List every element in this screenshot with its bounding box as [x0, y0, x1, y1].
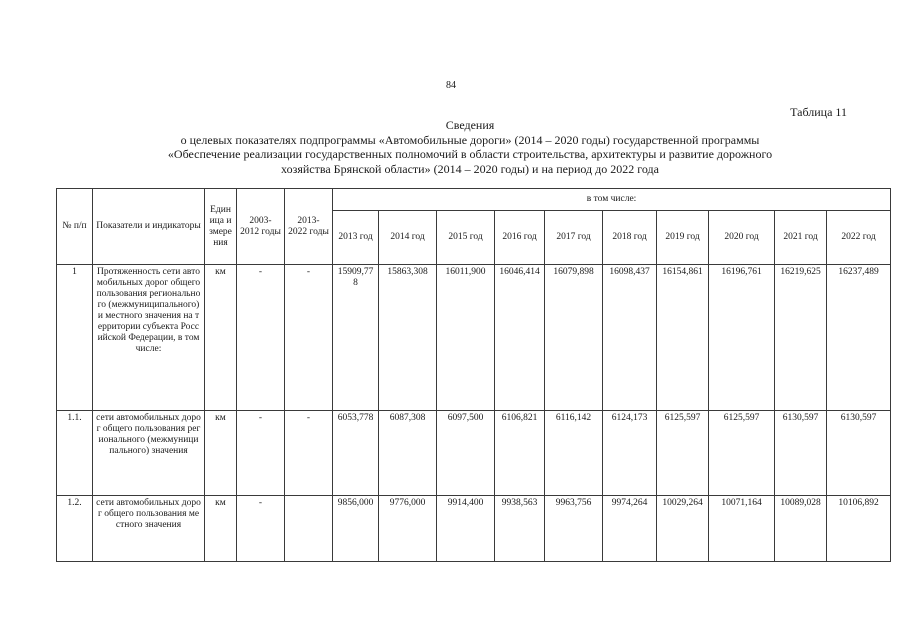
header-year-2019: 2019 год [657, 211, 709, 265]
row-2003-2012: - [237, 496, 285, 562]
caption-line-2: о целевых показателях подпрограммы «Автомобильные дороги» (2014 – 2020 годы) государственной программы [180, 132, 760, 147]
cell-2013: 9856,000 [333, 496, 379, 562]
cell-2015: 6097,500 [437, 411, 495, 496]
cell-2022: 10106,892 [827, 496, 891, 562]
page-number: 84 [446, 80, 456, 91]
header-year-2014: 2014 год [379, 211, 437, 265]
cell-2017: 6116,142 [545, 411, 603, 496]
header-indicator: Показатели и индикаторы [93, 189, 205, 265]
table-label: Таблица 11 [790, 105, 847, 119]
header-year-2015: 2015 год [437, 211, 495, 265]
row-name: сети автомобильных дорог общего пользования регионального (межмуниципального) значения [93, 411, 205, 496]
header-year-2016: 2016 год [495, 211, 545, 265]
row-num: 1.2. [57, 496, 93, 562]
row-num: 1.1. [57, 411, 93, 496]
caption-line-4: хозяйства Брянской области» (2014 – 2020 годы) и на период до 2022 года [281, 161, 659, 176]
table-row [57, 265, 891, 411]
row-2003-2012: - [237, 411, 285, 496]
row-2013-2022: - [285, 411, 333, 496]
cell-2019: 6125,597 [657, 411, 709, 496]
cell-2013: 15909,778 [333, 265, 379, 411]
row-2003-2012: - [237, 265, 285, 411]
cell-2022: 6130,597 [827, 411, 891, 496]
cell-2020: 6125,597 [709, 411, 775, 496]
header-year-2018: 2018 год [603, 211, 657, 265]
cell-2020: 16196,761 [709, 265, 775, 411]
table-caption [110, 118, 830, 176]
cell-2013: 6053,778 [333, 411, 379, 496]
row-name: Протяженность сети автомобильных дорог общего пользования регионального (межмуниципального) и местного значения на территории субъекта Российской Федерации, в том числе: [93, 265, 205, 411]
cell-2021: 10089,028 [775, 496, 827, 562]
cell-2016: 9938,563 [495, 496, 545, 562]
cell-2017: 9963,756 [545, 496, 603, 562]
header-year-2013: 2013 год [333, 211, 379, 265]
cell-2018: 6124,173 [603, 411, 657, 496]
row-2013-2022: - [285, 265, 333, 411]
row-unit: км [205, 265, 237, 411]
row-2013-2022 [285, 496, 333, 562]
header-2013-2022: 2013-2022 годы [285, 189, 333, 265]
cell-2017: 16079,898 [545, 265, 603, 411]
header-unit: Единица измерения [205, 189, 237, 265]
cell-2014: 6087,308 [379, 411, 437, 496]
table-row [57, 496, 891, 562]
table-row [57, 411, 891, 496]
cell-2015: 16011,900 [437, 265, 495, 411]
cell-2022: 16237,489 [827, 265, 891, 411]
cell-2019: 16154,861 [657, 265, 709, 411]
cell-2019: 10029,264 [657, 496, 709, 562]
row-unit: км [205, 496, 237, 562]
header-year-2021: 2021 год [775, 211, 827, 265]
header-2003-2012: 2003-2012 годы [237, 189, 285, 265]
cell-2018: 9974,264 [603, 496, 657, 562]
header-year-2020: 2020 год [709, 211, 775, 265]
cell-2021: 16219,625 [775, 265, 827, 411]
row-name: сети автомобильных дорог общего пользования местного значения [93, 496, 205, 562]
caption-line-3: «Обеспечение реализации государственных полномочий в области строительства, архитектуры и развитие дорожного [167, 147, 773, 161]
cell-2014: 15863,308 [379, 265, 437, 411]
cell-2014: 9776,000 [379, 496, 437, 562]
cell-2016: 6106,821 [495, 411, 545, 496]
caption-line-1: Сведения [445, 118, 495, 132]
header-year-2022: 2022 год [827, 211, 891, 265]
cell-2021: 6130,597 [775, 411, 827, 496]
row-unit: км [205, 411, 237, 496]
header-including: в том числе: [333, 189, 891, 211]
cell-2020: 10071,164 [709, 496, 775, 562]
indicators-table [56, 188, 891, 562]
header-year-2017: 2017 год [545, 211, 603, 265]
cell-2016: 16046,414 [495, 265, 545, 411]
row-num: 1 [57, 265, 93, 411]
cell-2015: 9914,400 [437, 496, 495, 562]
cell-2018: 16098,437 [603, 265, 657, 411]
header-num: № п/п [57, 189, 93, 265]
